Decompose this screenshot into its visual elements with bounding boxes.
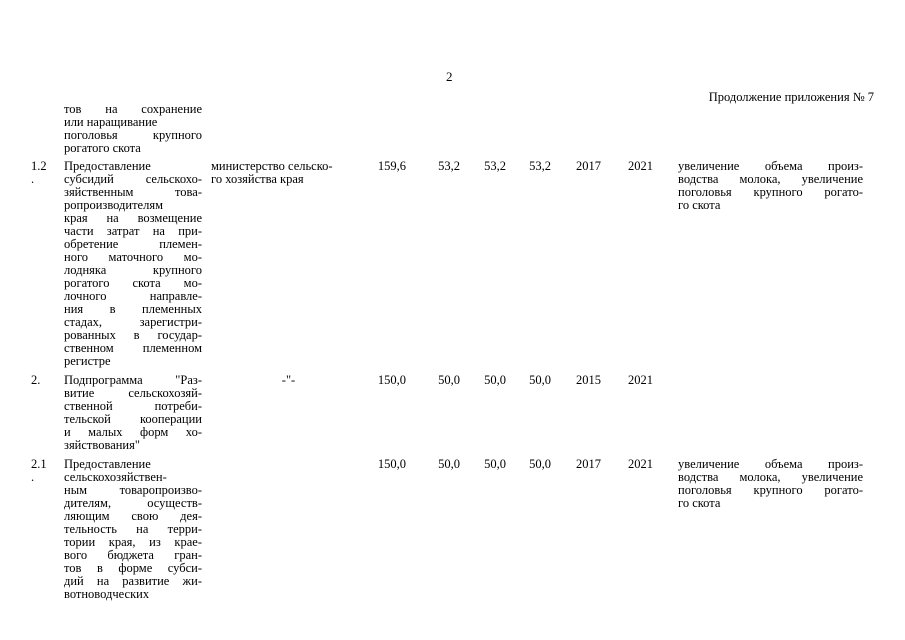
text-line: рованных в государ-: [64, 328, 202, 342]
measure-name: [64, 374, 202, 452]
expected-result: [678, 458, 863, 510]
name-line: тов на сохранение: [64, 102, 202, 116]
text-line: зяйствования": [64, 438, 140, 452]
text-line: стадах, зарегистри-: [64, 315, 202, 329]
text-line: ропроизводителям: [64, 198, 163, 212]
text-line: тельность на терри-: [64, 522, 202, 536]
total-value: 150,0: [377, 457, 406, 471]
name-line: поголовья крупного: [64, 128, 202, 142]
text-line: ным товаропроизво-: [64, 483, 202, 497]
text-line: поголовья крупного рогато-: [678, 483, 863, 497]
expected-result: [678, 160, 863, 212]
end-year: 2021: [628, 373, 653, 387]
text-line: дий на развитие жи-: [64, 574, 202, 588]
text-line: вотноводческих: [64, 587, 150, 601]
text-line: ственном племенном: [64, 341, 202, 355]
text-line: водства молока, увеличение: [678, 172, 863, 186]
text-line: тельской кооперации: [64, 412, 202, 426]
continuation-label: Продолжение приложения № 7: [708, 90, 874, 104]
row-number: 1.2 .: [31, 159, 47, 186]
text-line: обретение племен-: [64, 237, 202, 251]
year3-value: 53,2: [529, 159, 551, 173]
measure-name: [64, 160, 202, 368]
text-line: ляющим свою дея-: [64, 509, 202, 523]
text-line: сельскохозяйствен-: [64, 470, 167, 484]
end-year: 2021: [628, 159, 653, 173]
year2-value: 50,0: [484, 373, 506, 387]
text-line: Предоставление: [64, 159, 151, 173]
text-line: и малых форм хо-: [64, 425, 202, 439]
start-year: 2017: [576, 159, 601, 173]
text-line: Подпрограмма "Раз-: [64, 373, 202, 387]
text-line: рогатого скота мо-: [64, 276, 202, 290]
end-year: 2021: [628, 457, 653, 471]
text-line: ственной потреби-: [64, 399, 202, 413]
text-line: субсидий сельскохо-: [64, 172, 202, 186]
text-line: увеличение объема произ-: [678, 159, 863, 173]
text-line: тов в форме субси-: [64, 561, 202, 575]
executor: министерство сельско- го хозяйства края: [211, 159, 333, 186]
total-value: 150,0: [377, 373, 406, 387]
total-value: 159,6: [377, 159, 406, 173]
text-line: Предоставление: [64, 457, 151, 471]
text-line: го скота: [678, 198, 721, 212]
year1-value: 50,0: [438, 373, 460, 387]
name-line: или наращивание: [64, 115, 158, 129]
text-line: лодняка крупного: [64, 263, 202, 277]
text-line: витие сельскохозяй-: [64, 386, 202, 400]
year1-value: 53,2: [438, 159, 460, 173]
text-line: дителям, осуществ-: [64, 496, 202, 510]
year1-value: 50,0: [438, 457, 460, 471]
row-number: 2.1 .: [31, 457, 47, 484]
start-year: 2017: [576, 457, 601, 471]
page-number: 2: [446, 69, 453, 84]
text-line: вого бюджета гран-: [64, 548, 202, 562]
text-line: лочного направле-: [64, 289, 202, 303]
text-line: водства молока, увеличение: [678, 470, 863, 484]
executor: -"-: [281, 373, 296, 387]
year2-value: 50,0: [484, 457, 506, 471]
text-line: увеличение объема произ-: [678, 457, 863, 471]
text-line: ния в племенных: [64, 302, 202, 316]
text-line: зяйственным това-: [64, 185, 202, 199]
text-line: части затрат на при-: [64, 224, 202, 238]
measure-name: [64, 458, 202, 601]
row-number: 2.: [31, 373, 41, 387]
text-line: го скота: [678, 496, 721, 510]
start-year: 2015: [576, 373, 601, 387]
text-line: ного маточного мо-: [64, 250, 202, 264]
name-line: рогатого скота: [64, 141, 141, 155]
text-line: регистре: [64, 354, 111, 368]
year3-value: 50,0: [529, 373, 551, 387]
carryover-name: [64, 103, 202, 155]
year3-value: 50,0: [529, 457, 551, 471]
text-line: тории края, из крае-: [64, 535, 202, 549]
text-line: края на возмещение: [64, 211, 202, 225]
year2-value: 53,2: [484, 159, 506, 173]
text-line: поголовья крупного рогато-: [678, 185, 863, 199]
